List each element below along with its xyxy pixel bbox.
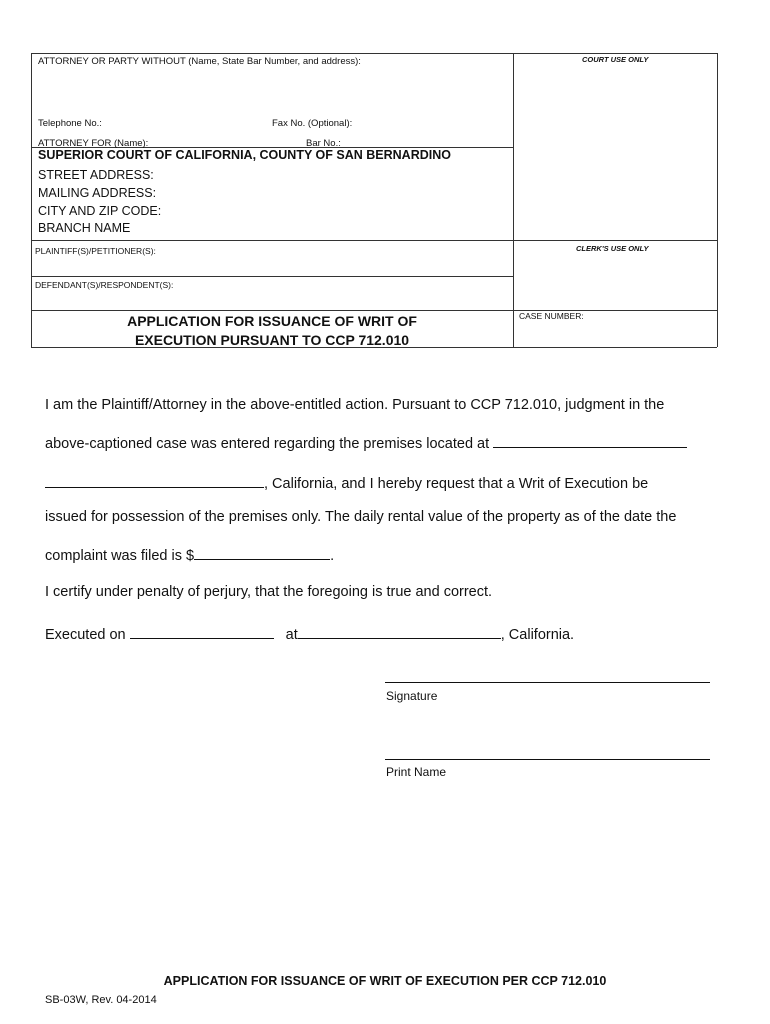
executed-line: [45, 623, 574, 643]
branch-name-label: BRANCH NAME: [38, 221, 131, 235]
certify-statement: I certify under penalty of perjury, that the foregoing is true and correct.: [45, 584, 493, 600]
body-line-2: [45, 432, 687, 452]
form-title-line2: EXECUTION PURSUANT TO CCP 712.010: [134, 332, 410, 348]
daily-rental-value-blank[interactable]: [194, 544, 330, 560]
plaintiff-label: PLAINTIFF(S)/PETITIONER(S):: [35, 246, 156, 256]
attorney-label: ATTORNEY OR PARTY WITHOUT (Name, State Bar Number, and address):: [38, 56, 361, 67]
executed-place-blank[interactable]: [298, 623, 501, 639]
premises-address-blank[interactable]: [493, 432, 687, 448]
executed-at-label: at: [285, 627, 298, 643]
footer-title: APPLICATION FOR ISSUANCE OF WRIT OF EXECUTION PER CCP 712.010: [163, 974, 607, 988]
plaintiff-section-top-border: [31, 240, 717, 241]
defendant-label: DEFENDANT(S)/RESPONDENT(S):: [35, 280, 174, 290]
signature-line[interactable]: [385, 682, 710, 683]
court-use-only-label: COURT USE ONLY: [582, 55, 649, 64]
court-name: SUPERIOR COURT OF CALIFORNIA, COUNTY OF SAN BERNARDINO: [38, 148, 451, 162]
body-line-2-text: above-captioned case was entered regarding the premises located at: [45, 436, 494, 452]
bar-no-label: Bar No.:: [306, 138, 341, 149]
form-code: SB-03W, Rev. 04-2014: [45, 994, 157, 1006]
form-title-line1: APPLICATION FOR ISSUANCE OF WRIT OF: [127, 313, 417, 329]
fax-label: Fax No. (Optional):: [272, 118, 353, 129]
executed-california-suffix: , California.: [500, 627, 575, 643]
body-line-3-text: , California, and I hereby request that a Writ of Execution be: [264, 476, 649, 492]
body-line-5: [45, 544, 334, 564]
signature-label: Signature: [386, 689, 438, 703]
defendant-section-top-border: [31, 276, 513, 277]
print-name-line[interactable]: [385, 759, 710, 760]
header-top-border: [31, 53, 717, 54]
header-left-border: [31, 53, 32, 347]
mailing-address-label: MAILING ADDRESS:: [38, 186, 157, 200]
street-address-label: STREET ADDRESS:: [38, 168, 154, 182]
body-line-1: I am the Plaintiff/Attorney in the above-entitled action. Pursuant to CCP 712.010, judgment in the: [45, 397, 665, 413]
body-line-5-suffix: .: [330, 548, 335, 564]
body-line-4: issued for possession of the premises only. The daily rental value of the property as of the date the: [45, 509, 677, 525]
body-line-5-text: complaint was filed is $: [45, 548, 195, 564]
header-column-divider: [513, 53, 514, 347]
premises-city-blank[interactable]: [45, 472, 264, 488]
body-line-3: [45, 472, 648, 492]
attorney-for-label: ATTORNEY FOR (Name):: [38, 138, 149, 149]
executed-date-blank[interactable]: [130, 623, 274, 639]
print-name-label: Print Name: [386, 765, 447, 779]
executed-on-label: Executed on: [45, 627, 130, 643]
header-right-border: [717, 53, 718, 347]
title-section-top-border: [31, 310, 717, 311]
clerks-use-only-label: CLERK'S USE ONLY: [576, 244, 649, 253]
case-number-label: CASE NUMBER:: [519, 311, 584, 321]
city-zip-label: CITY AND ZIP CODE:: [38, 204, 162, 218]
form-title: [31, 312, 513, 350]
telephone-label: Telephone No.:: [38, 118, 102, 129]
